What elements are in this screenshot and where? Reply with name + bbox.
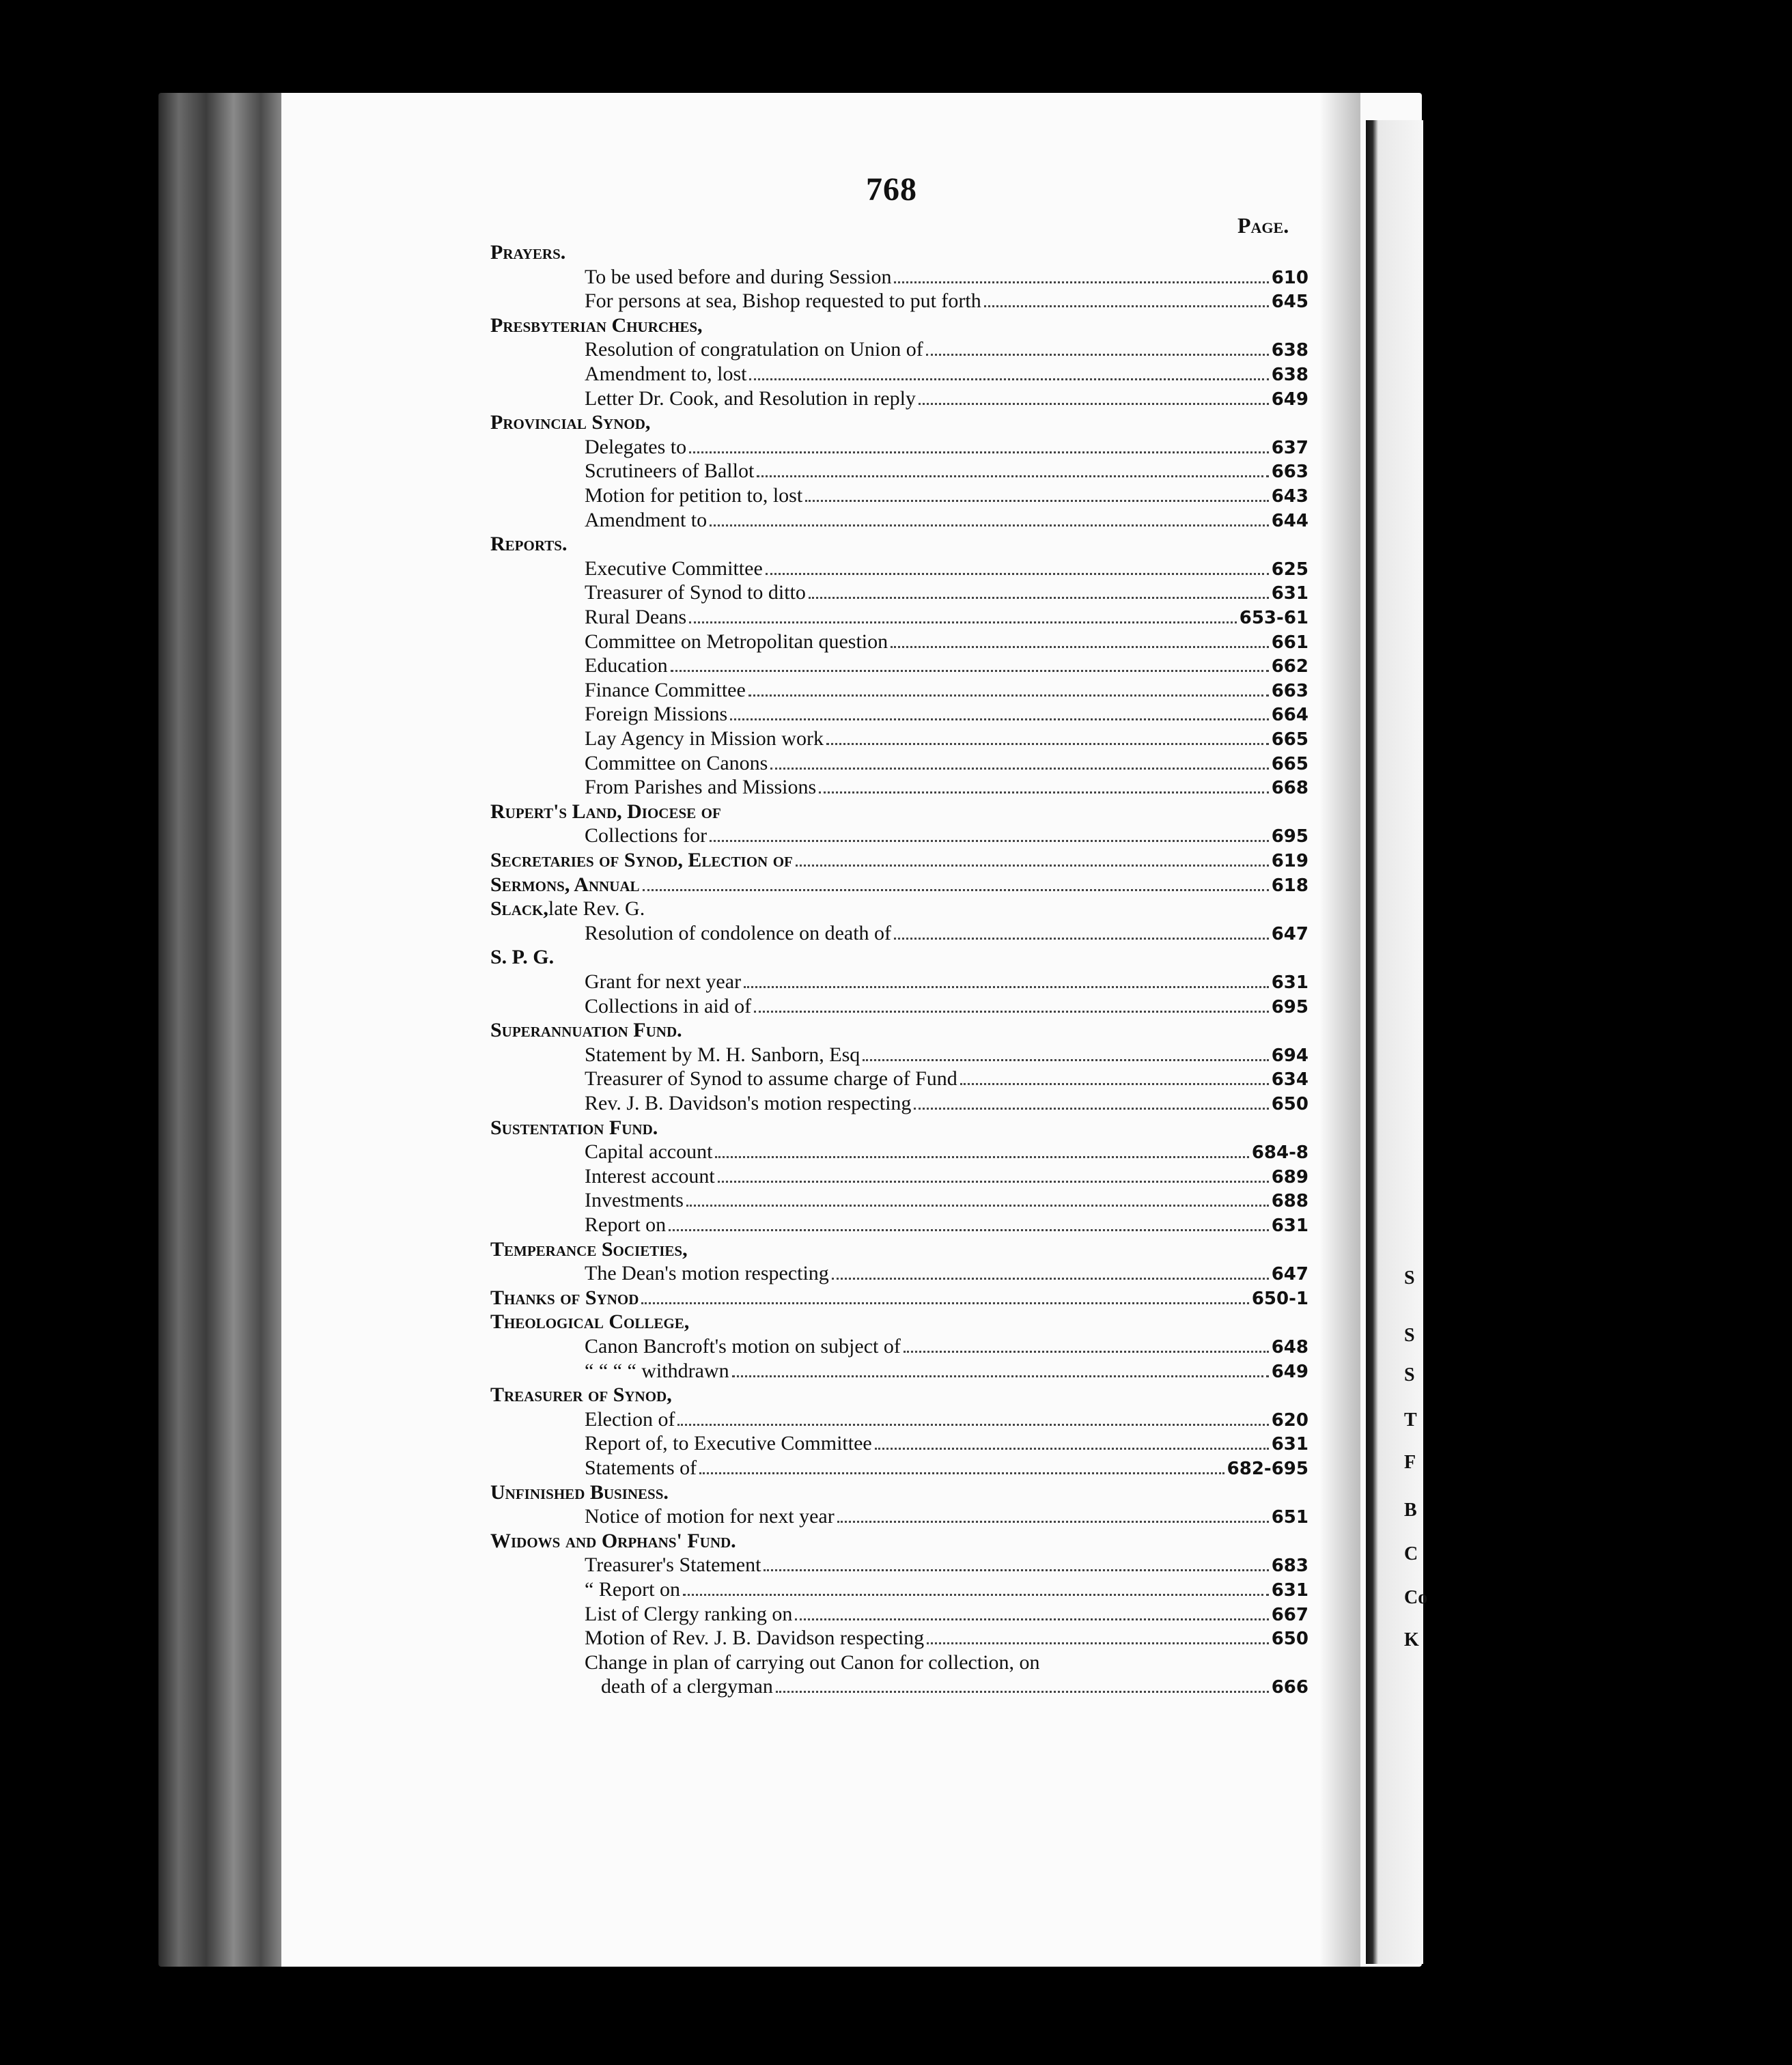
index-page-ref: 664 [1271, 705, 1308, 726]
index-heading-tail: late Rev. G. [548, 897, 645, 921]
leader-dots [730, 718, 1269, 720]
index-entry [585, 1067, 1308, 1091]
edge-letter: S [1404, 1325, 1415, 1346]
index-entry-text: Rural Deans [585, 606, 687, 628]
index-entry [585, 630, 1308, 654]
index-heading-text: Thanks of Synod [490, 1286, 639, 1309]
index-heading [490, 1383, 1242, 1407]
leader-dots [683, 1594, 1269, 1596]
index-entry [585, 1261, 1308, 1285]
index-entry [585, 508, 1308, 532]
page-column-label: Page. [1237, 213, 1289, 238]
leader-dots [744, 986, 1269, 988]
index-entry-text: Scrutineers of Ballot [585, 460, 755, 483]
leader-dots [710, 840, 1269, 842]
index-page-ref: 649 [1271, 1361, 1308, 1382]
leader-dots [926, 354, 1269, 356]
index-entry [585, 435, 1308, 459]
index-entry [585, 580, 1308, 604]
index-heading-text: Superannuation Fund. [490, 1019, 682, 1042]
index-entry-text: Education [585, 654, 668, 677]
index-entry-text: Resolution of congratulation on Union of [585, 338, 923, 361]
leader-dots [960, 1083, 1269, 1085]
edge-letter: S [1404, 1364, 1415, 1386]
index-heading-text: Provincial Synod, [490, 411, 651, 434]
edge-letter: Co [1404, 1587, 1428, 1608]
leader-dots [766, 573, 1269, 575]
index-heading-entry [490, 873, 1308, 897]
index-page-ref: 638 [1271, 340, 1308, 361]
index-page-ref: 668 [1271, 778, 1308, 799]
index-heading-entry [490, 848, 1308, 872]
index-page-ref: 650 [1271, 1094, 1308, 1114]
index-page-ref: 694 [1271, 1045, 1308, 1066]
index-heading [490, 1018, 1242, 1042]
index-heading [490, 532, 1242, 556]
index-entry-text: Statements of [585, 1457, 697, 1479]
leader-dots [809, 597, 1269, 599]
index-entry-text: Treasurer's Statement [585, 1554, 761, 1577]
edge-letter: S [1404, 1267, 1415, 1289]
index-entry [585, 1164, 1308, 1188]
edge-letter: C [1404, 1543, 1418, 1564]
index-entry-text: Report on [585, 1213, 667, 1236]
index-heading-text: Rupert's Land, Diocese of [490, 800, 721, 823]
leader-dots [795, 1618, 1268, 1620]
index-heading-text: Widows and Orphans' Fund. [490, 1529, 736, 1552]
index-page-ref: 653-61 [1239, 608, 1308, 628]
index-page-ref: 637 [1271, 437, 1308, 458]
page-number: 768 [866, 171, 917, 208]
leader-dots [764, 1569, 1268, 1571]
index-heading [490, 1310, 1242, 1334]
leader-dots [689, 451, 1269, 453]
index-page-ref: 684-8 [1251, 1142, 1308, 1164]
index-page-ref: 631 [1271, 1580, 1308, 1601]
index-entry [585, 289, 1308, 313]
index-heading-text: Temperance Societies, [490, 1237, 688, 1261]
leader-dots [718, 1181, 1269, 1183]
index-entry [585, 1213, 1308, 1237]
leader-dots [686, 1205, 1269, 1207]
index-entry-text: Interest account [585, 1164, 715, 1188]
index-entry [585, 1602, 1308, 1626]
index-page-ref: 689 [1271, 1166, 1308, 1188]
leader-dots [689, 621, 1237, 623]
index-entry [585, 1091, 1308, 1115]
index-page-ref: 695 [1271, 996, 1308, 1017]
index-entry-text: Notice of motion for next year [585, 1505, 835, 1528]
index-entry [585, 1626, 1308, 1650]
index-entry-text: Election of [585, 1407, 675, 1431]
index-heading [490, 1237, 1242, 1261]
index-entry [585, 775, 1308, 799]
leader-dots [894, 938, 1269, 940]
index-page-ref: 638 [1271, 365, 1308, 385]
edge-letter: K [1404, 1629, 1419, 1650]
index-entry [585, 337, 1308, 361]
index-page-ref: 619 [1271, 851, 1308, 871]
leader-dots [875, 1448, 1269, 1450]
index-page-ref: 667 [1271, 1604, 1308, 1625]
index-entry-text: Delegates to [585, 435, 687, 458]
index-heading-text: Prayers. [490, 241, 566, 264]
leader-dots [776, 1691, 1269, 1693]
index-entry-text: Change in plan of carrying out Canon for collection, on [585, 1650, 1040, 1674]
index-entry [585, 1577, 1308, 1601]
index-entry [585, 1043, 1308, 1067]
index-entry [585, 1431, 1308, 1455]
index-heading [490, 240, 1242, 264]
index-entry-text: Canon Bancroft's motion on subject of [585, 1335, 901, 1358]
index-heading-text: Sermons, Annual [490, 873, 640, 896]
index-heading-text: S. P. G. [490, 946, 555, 969]
index-page-ref: 647 [1271, 923, 1308, 944]
index-entry [585, 994, 1308, 1018]
leader-dots [894, 281, 1268, 283]
index-entry-text: Collections for [585, 824, 708, 847]
index-entry [585, 265, 1308, 289]
index-heading [490, 313, 1242, 337]
index-page-ref: 634 [1271, 1069, 1308, 1091]
index-heading [490, 1529, 1242, 1553]
leader-dots [757, 475, 1268, 477]
index-entry-text: Statement by M. H. Sanborn, Esq [585, 1043, 860, 1066]
leader-dots [748, 694, 1269, 697]
index-heading-entry [490, 1286, 1308, 1310]
index-page-ref: 649 [1271, 389, 1308, 410]
index-entry [585, 1407, 1308, 1431]
index-heading-text: Theological College, [490, 1310, 690, 1334]
index-heading-text: Reports. [490, 533, 568, 556]
leader-dots [914, 1108, 1268, 1110]
index-entry [585, 387, 1308, 410]
index-page-ref: 631 [1271, 583, 1308, 604]
leader-dots [754, 1011, 1269, 1013]
index-entry-text: “ Report on [585, 1578, 680, 1601]
index-entry [585, 1504, 1308, 1528]
index-entry [585, 1359, 1308, 1383]
index-page-ref: 618 [1271, 875, 1308, 896]
index-entry-text: Grant for next year [585, 970, 742, 993]
leader-dots [819, 791, 1269, 793]
leader-dots [671, 670, 1269, 672]
index-entry-text: From Parishes and Missions [585, 776, 817, 799]
index-entry-text: Capital account [585, 1140, 713, 1164]
index-heading [490, 1480, 1242, 1504]
index-entry-text: Motion for petition to, lost [585, 484, 803, 507]
index-page-ref: 648 [1271, 1337, 1308, 1358]
index-entry-text: Investments [585, 1189, 684, 1212]
index-entry [585, 557, 1308, 580]
index-entry [585, 1650, 1308, 1674]
index-entry-text: To be used before and during Session [585, 265, 892, 288]
leader-dots [732, 1375, 1269, 1377]
index-entry-text: Amendment to [585, 508, 708, 531]
index-page-ref: 631 [1271, 1216, 1308, 1236]
index-entry [585, 1674, 1308, 1698]
index-page-ref: 662 [1271, 656, 1308, 677]
leader-dots [805, 500, 1269, 502]
index-heading [490, 945, 1242, 969]
index-entry [585, 1456, 1308, 1480]
index-page-ref: 647 [1271, 1264, 1308, 1285]
index-entry [585, 824, 1308, 847]
index-page-ref: 631 [1271, 1434, 1308, 1455]
leader-dots [643, 889, 1269, 891]
leader-dots [837, 1521, 1269, 1523]
index-heading-text: Secretaries of Synod, Election of [490, 849, 793, 871]
index-entry-text: Committee on Metropolitan question [585, 630, 888, 653]
index-page-ref: 666 [1271, 1677, 1308, 1698]
index-page-ref: 644 [1271, 510, 1308, 531]
index-entry [585, 1188, 1308, 1212]
index-entry-text: Treasurer of Synod to assume charge of Fund [585, 1067, 957, 1091]
index-page-ref: 663 [1271, 680, 1308, 701]
edge-letter: F [1404, 1452, 1416, 1473]
index-entry [585, 702, 1308, 726]
index-entry [585, 654, 1308, 677]
leader-dots [710, 524, 1269, 526]
index-heading-text: Presbyterian Churches, [490, 313, 703, 337]
index-entry [585, 751, 1308, 775]
index-entry [585, 459, 1308, 483]
leader-dots [770, 768, 1268, 770]
index-entry [585, 727, 1308, 750]
index-page-ref: 625 [1271, 559, 1308, 580]
index-page-ref: 695 [1271, 826, 1308, 847]
index-heading [490, 897, 1242, 921]
leader-dots [904, 1351, 1269, 1353]
index-page-ref: 650-1 [1251, 1288, 1308, 1309]
index-entry [585, 362, 1308, 386]
index-entry [585, 483, 1308, 507]
edge-letter: T [1404, 1409, 1417, 1431]
leader-dots [796, 865, 1269, 867]
leader-dots [669, 1229, 1269, 1231]
index-entry-text: Rev. J. B. Davidson's motion respecting [585, 1092, 912, 1114]
index-page-ref: 610 [1271, 267, 1308, 288]
index-entry [585, 970, 1308, 994]
index-page-ref: 645 [1271, 292, 1308, 313]
leader-dots [826, 743, 1269, 745]
index-page-ref: 683 [1271, 1556, 1308, 1577]
leader-dots [715, 1156, 1248, 1158]
index-entry [585, 921, 1308, 945]
leader-dots [927, 1642, 1269, 1644]
index-entry-text: The Dean's motion respecting [585, 1262, 829, 1285]
index-entry-text: Committee on Canons [585, 751, 768, 774]
index-entry [585, 1334, 1308, 1358]
index-heading [490, 800, 1242, 824]
index-entry-text: Lay Agency in Mission work [585, 727, 824, 750]
index-heading-text: Slack, [490, 897, 548, 921]
index-entry-text: death of a clergyman [601, 1675, 773, 1698]
leader-dots [749, 378, 1268, 380]
index-heading-text: Treasurer of Synod, [490, 1383, 672, 1407]
leader-dots [699, 1472, 1224, 1474]
index-page-ref: 631 [1271, 972, 1308, 993]
index-entry [585, 678, 1308, 702]
index-entry-text: Foreign Missions [585, 703, 728, 726]
index-entry-text: Treasurer of Synod to ditto [585, 581, 806, 604]
leader-dots [891, 646, 1269, 648]
facing-page-edge [1366, 120, 1428, 1964]
index-entry-text: “ “ “ “ withdrawn [585, 1359, 729, 1382]
leader-dots [641, 1302, 1248, 1304]
index-entry [585, 1553, 1308, 1577]
index-entry [585, 605, 1308, 629]
index-page-ref: 682-695 [1227, 1459, 1308, 1479]
index-heading [490, 410, 1242, 434]
index-entry [585, 1140, 1308, 1164]
index-entry-text: Letter Dr. Cook, and Resolution in reply [585, 387, 916, 410]
index-page-ref: 663 [1271, 462, 1308, 483]
leader-dots [984, 305, 1269, 307]
index-entry-text: Collections in aid of [585, 994, 752, 1017]
index-page-ref: 665 [1271, 729, 1308, 750]
index-page-ref: 688 [1271, 1191, 1308, 1212]
leader-dots [832, 1278, 1269, 1280]
leader-dots [677, 1424, 1268, 1426]
index-page-ref: 650 [1271, 1629, 1308, 1650]
index-heading-text: Unfinished Business. [490, 1480, 669, 1504]
index-entry-text: Executive Committee [585, 557, 763, 580]
index-page-ref: 661 [1271, 632, 1308, 653]
index-entry-text: List of Clergy ranking on [585, 1602, 793, 1625]
index-heading-text: Sustentation Fund. [490, 1116, 658, 1139]
index-entry-text: Motion of Rev. J. B. Davidson respecting [585, 1627, 925, 1650]
index-entry-text: For persons at sea, Bishop requested to put forth [585, 290, 981, 313]
index-page-ref: 643 [1271, 486, 1308, 507]
index-entry-text: Amendment to, lost [585, 363, 747, 385]
edge-letter: B [1404, 1500, 1417, 1521]
index-page-ref: 651 [1271, 1507, 1308, 1528]
leader-dots [919, 403, 1269, 405]
index-page-ref: 665 [1271, 753, 1308, 774]
index-heading [490, 1116, 1242, 1140]
index-entry-text: Finance Committee [585, 678, 746, 701]
index-entry-text: Resolution of condolence on death of [585, 921, 892, 944]
index-entry-text: Report of, to Executive Committee [585, 1432, 872, 1455]
leader-dots [863, 1059, 1268, 1061]
index-page-ref: 620 [1271, 1409, 1308, 1431]
